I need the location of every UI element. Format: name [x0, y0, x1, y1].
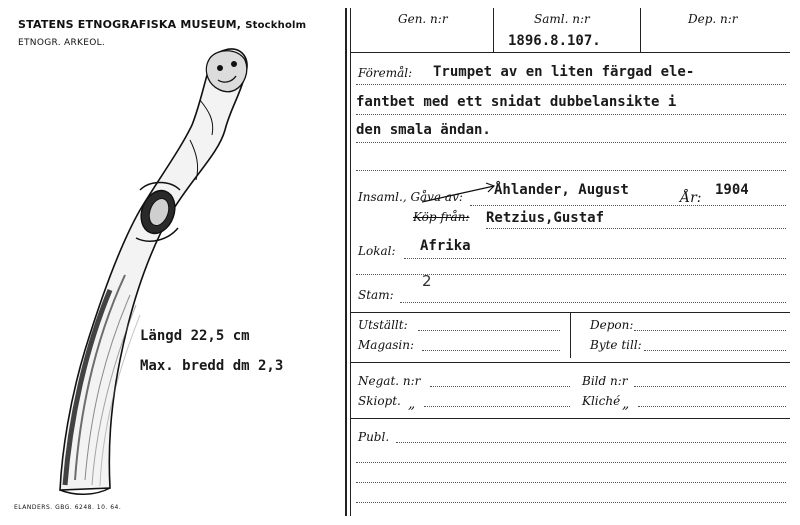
depon-label: Depon: — [590, 318, 634, 332]
skiopt-label: Skiopt. — [358, 394, 401, 408]
kop-label: Köp från: — [413, 210, 470, 224]
bild-label: Bild n:r — [582, 374, 628, 388]
publ-label: Publ. — [358, 430, 390, 444]
byte-label: Byte till: — [590, 338, 642, 352]
trumpet-illustration — [40, 40, 270, 500]
dotted-rule — [396, 442, 786, 443]
dotted-rule — [356, 142, 786, 143]
stam-value: 2 — [422, 272, 432, 290]
dotted-rule — [638, 406, 786, 407]
negat-label: Negat. n:r — [358, 374, 421, 388]
dotted-rule — [356, 502, 786, 503]
dotted-rule — [424, 406, 570, 407]
stam-label: Stam: — [358, 288, 394, 302]
header-rule — [350, 52, 790, 53]
kliche-label: Kliché — [582, 394, 621, 408]
split-divider — [570, 312, 571, 358]
year-label: År: — [680, 190, 702, 206]
foremal-label: Föremål: — [358, 66, 413, 80]
lokal-value: Afrika — [420, 238, 471, 254]
header-divider-1 — [493, 8, 494, 52]
insaml-label: Insaml., Gåva av: — [358, 190, 463, 204]
description-line-2: fantbet med ett snidat dubbelansikte i — [356, 94, 677, 110]
section-rule — [350, 362, 790, 363]
card-margin-rule — [350, 8, 351, 516]
printer-mark: ELANDERS. GBG. 6248. 10. 64. — [14, 504, 122, 511]
dotted-rule — [356, 462, 786, 463]
department-label: ETNOGR. ARKEOL. — [18, 38, 106, 48]
section-rule — [350, 418, 790, 419]
museum-city: Stockholm — [245, 20, 307, 31]
description-line-3: den smala ändan. — [356, 122, 491, 138]
dotted-rule — [356, 84, 786, 85]
dotted-rule — [404, 258, 786, 259]
header-divider-2 — [640, 8, 641, 52]
year-value: 1904 — [715, 182, 749, 198]
dotted-rule — [486, 228, 786, 229]
dotted-rule — [356, 482, 786, 483]
length-measurement: Längd 22,5 cm — [140, 328, 250, 344]
width-measurement: Max. bredd dm 2,3 — [140, 358, 284, 374]
insaml-value: Åhlander, August — [494, 182, 629, 198]
kop-value: Retzius,Gustaf — [486, 210, 605, 226]
dotted-rule — [470, 205, 786, 206]
dotted-rule — [418, 330, 560, 331]
lokal-label: Lokal: — [358, 244, 396, 258]
card-border-left — [345, 8, 347, 516]
dotted-rule — [634, 330, 786, 331]
description-line-1: Trumpet av en liten färgad ele- — [433, 64, 695, 80]
dotted-rule — [356, 170, 786, 171]
dotted-rule — [400, 302, 786, 303]
magasin-label: Magasin: — [358, 338, 415, 352]
saml-number-label: Saml. n:r — [534, 12, 590, 26]
dep-number-label: Dep. n:r — [688, 12, 738, 26]
utstallt-label: Utställt: — [358, 318, 408, 332]
museum-name: STATENS ETNOGRAFISKA MUSEUM, Stockholm — [18, 18, 307, 31]
saml-number-value: 1896.8.107. — [508, 33, 601, 49]
dotted-rule — [356, 274, 786, 275]
dotted-rule — [356, 114, 786, 115]
skiopt-ditto: „ — [408, 396, 416, 412]
dotted-rule — [422, 350, 560, 351]
gen-number-label: Gen. n:r — [398, 12, 448, 26]
dotted-rule — [634, 386, 786, 387]
kliche-ditto: „ — [622, 396, 630, 412]
dotted-rule — [430, 386, 570, 387]
dotted-rule — [644, 350, 786, 351]
